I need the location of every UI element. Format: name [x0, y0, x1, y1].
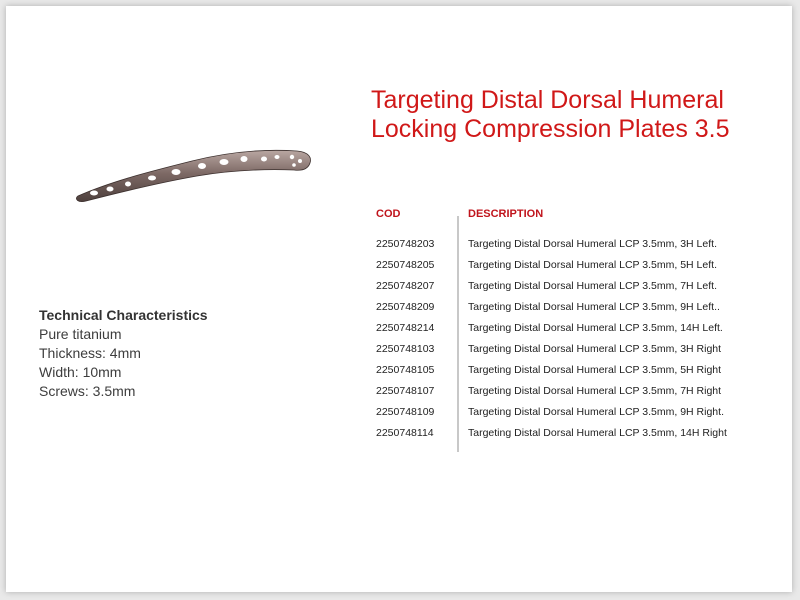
table-row — [372, 301, 782, 322]
table-row — [372, 322, 782, 343]
technical-characteristics — [39, 306, 208, 401]
row-description: Targeting Distal Dorsal Humeral LCP 3.5mm, 9H Right. — [468, 406, 724, 418]
row-description: Targeting Distal Dorsal Humeral LCP 3.5mm, 5H Left. — [468, 259, 717, 271]
material-text: Pure titanium — [39, 326, 122, 342]
row-cod: 2250748109 — [376, 406, 435, 418]
row-cod: 2250748207 — [376, 280, 435, 292]
row-cod: 2250748205 — [376, 259, 435, 271]
bone-plate-image — [72, 141, 322, 211]
row-cod: 2250748209 — [376, 301, 435, 313]
table-row — [372, 427, 782, 448]
row-description: Targeting Distal Dorsal Humeral LCP 3.5mm, 7H Right — [468, 385, 722, 397]
width-text: Width: 10mm — [39, 364, 122, 380]
table-row — [372, 406, 782, 427]
table-row — [372, 280, 782, 301]
title-line-1: Targeting Distal Dorsal Humeral — [371, 86, 724, 114]
page-title — [371, 86, 791, 144]
table-row — [372, 259, 782, 280]
table-row — [372, 385, 782, 406]
row-description: Targeting Distal Dorsal Humeral LCP 3.5mm, 5H Right — [468, 364, 722, 376]
row-description: Targeting Distal Dorsal Humeral LCP 3.5mm, 7H Left. — [468, 280, 717, 292]
table-row — [372, 364, 782, 385]
thickness-text: Thickness: 4mm — [39, 345, 141, 361]
table-row — [372, 238, 782, 259]
row-description: Targeting Distal Dorsal Humeral LCP 3.5mm, 14H Right — [468, 427, 727, 439]
screws-text: Screws: 3.5mm — [39, 383, 136, 399]
row-cod: 2250748105 — [376, 364, 435, 376]
row-cod: 2250748107 — [376, 385, 435, 397]
row-description: Targeting Distal Dorsal Humeral LCP 3.5mm, 14H Left. — [468, 322, 723, 334]
column-header-cod: COD — [376, 208, 401, 220]
table-rows — [372, 238, 782, 448]
row-cod: 2250748103 — [376, 343, 435, 355]
technical-heading: Technical Characteristics — [39, 307, 208, 323]
row-cod: 2250748114 — [376, 427, 434, 439]
column-header-description: DESCRIPTION — [468, 208, 544, 220]
row-description: Targeting Distal Dorsal Humeral LCP 3.5mm, 9H Left.. — [468, 301, 720, 313]
row-cod: 2250748214 — [376, 322, 435, 334]
row-cod: 2250748203 — [376, 238, 435, 250]
row-description: Targeting Distal Dorsal Humeral LCP 3.5mm, 3H Left. — [468, 238, 717, 250]
title-line-2: Locking Compression Plates 3.5 — [371, 115, 730, 143]
catalog-page — [6, 6, 792, 592]
table-row — [372, 343, 782, 364]
row-description: Targeting Distal Dorsal Humeral LCP 3.5mm, 3H Right — [468, 343, 722, 355]
